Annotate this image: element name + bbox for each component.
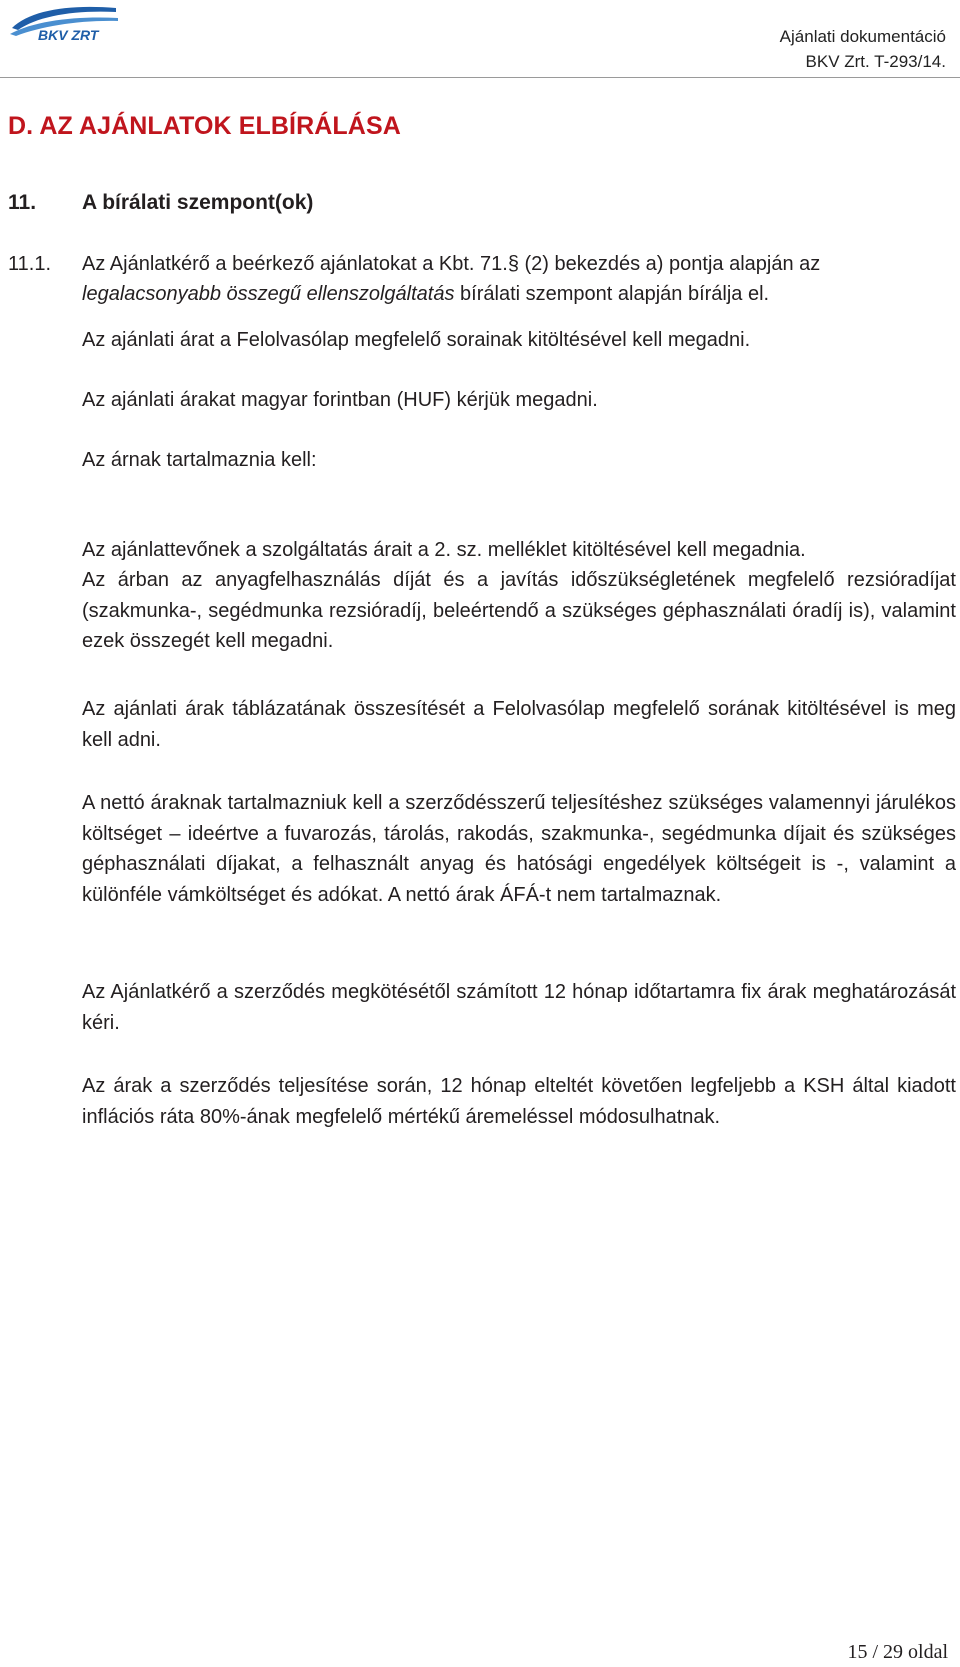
doc-reference: BKV Zrt. T-293/14.	[805, 52, 946, 71]
header-info	[780, 24, 946, 74]
paragraph-price-contents: Az árnak tartalmaznia kell:	[82, 449, 317, 471]
paragraph-price-entry: Az ajánlati árat a Felolvasólap megfelelő sorainak kitöltésével kell megadni.	[82, 329, 751, 351]
subsection-title: A bírálati szempont(ok)	[82, 191, 314, 214]
header-divider	[0, 77, 960, 78]
subsection-heading	[8, 191, 313, 215]
paragraph-price-components: Az árban az anyagfelhasználás díját és a javítás időszükségletének megfelelő rezsióradíjat (szakmunka-, segédmunka rezsióradíj, beleértendő a szükséges géphasználati óradíj is), valamint ezek összegét kell megadni.	[82, 569, 956, 652]
doc-title: Ajánlati dokumentáció	[779, 27, 946, 46]
item-line-2-rest: bírálati szempont alapján bírálja el.	[454, 283, 770, 305]
paragraph-summary: Az ajánlati árak táblázatának összesítését a Felolvasólap megfelelő sorának kitöltésével is meg kell adni.	[82, 698, 956, 751]
paragraph-price-adjustment: Az árak a szerződés teljesítése során, 12 hónap elteltét követően legfeljebb a KSH által kiadott inflációs ráta 80%-ának megfelelő mértékű áremeléssel módosulhatnak.	[82, 1075, 956, 1128]
item-number: 11.1.	[8, 253, 51, 275]
item-line-2	[82, 279, 922, 309]
item-line-1: Az Ajánlatkérő a beérkező ajánlatokat a Kbt. 71.§ (2) bekezdés a) pontja alapján az	[82, 253, 821, 275]
bkv-logo	[8, 2, 120, 46]
paragraph-currency: Az ajánlati árakat magyar forintban (HUF) kérjük megadni.	[82, 389, 598, 411]
page-header	[0, 0, 960, 80]
logo-text: BKV ZRT	[38, 27, 99, 43]
item-text	[82, 249, 922, 309]
paragraph-fixed-prices: Az Ajánlatkérő a szerződés megkötésétől számított 12 hónap időtartamra fix árak meghatározását kéri.	[82, 981, 956, 1034]
section-title: D. AZ AJÁNLATOK ELBÍRÁLÁSA	[8, 112, 401, 140]
paragraph-net-prices: A nettó áraknak tartalmazniuk kell a szerződésszerű teljesítéshez szükséges valamennyi járulékos költséget – ideértve a fuvarozás, tárolás, rakodás, szakmunka-, segédmunka díjait és szükséges géphasználati díjakat, a felhasznált anyag és hatósági engedélyek költségeit is -, valamint a különféle vámköltséget és adókat. A nettó árak ÁFÁ-t nem tartalmaznak.	[82, 792, 956, 906]
paragraph-annex: Az ajánlattevőnek a szolgáltatás árait a 2. sz. melléklet kitöltésével kell megadnia.	[82, 539, 806, 561]
item-emphasis: legalacsonyabb összegű ellenszolgáltatás	[82, 283, 455, 305]
subsection-number: 11.	[8, 191, 37, 214]
page-number: 15 / 29 oldal	[847, 1641, 948, 1663]
